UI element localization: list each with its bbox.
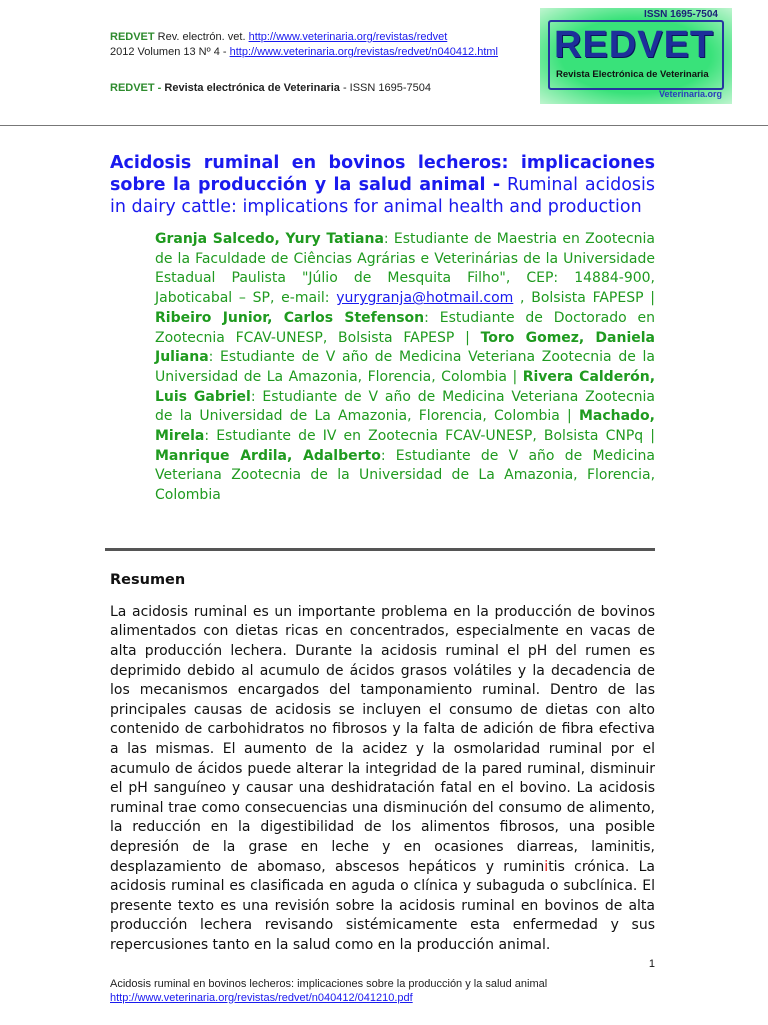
page-header <box>0 0 768 125</box>
text-segment: : Estudiante de Maestria en <box>383 231 580 247</box>
text-segment: acidosis in dairy cattle: implications for animal health and <box>110 175 655 217</box>
text-segment: de Medicina Veteriana Zootecnia de la Universidad de La <box>155 349 655 385</box>
issue-link[interactable]: http://www.veterinaria.org/revistas/redvet/n040412.html <box>229 46 499 58</box>
text-segment: Bolsista CNPq | <box>543 428 655 445</box>
text-segment: principales causas de acidosis se incluyen el consumo de dietas con alto <box>110 701 655 718</box>
text-segment: desplazamiento de abomaso, abscesos hepáticos y rumin <box>110 858 545 875</box>
text-segment: : Estudiante de V <box>380 447 519 464</box>
header-text: Rev. electrón. vet. <box>154 31 249 43</box>
abstract-body <box>110 603 655 956</box>
header-line-3 <box>110 82 431 95</box>
abstract-heading: Resumen <box>110 571 186 588</box>
bold-text: Granja Salcedo, Yury Tatiana <box>155 231 384 247</box>
brand-label: REDVET <box>110 31 155 43</box>
text-segment: La acidosis ruminal trae como consecuencias una disminución del consumo <box>110 780 655 816</box>
text-segment: Bolsista FAPESP | <box>531 290 655 307</box>
logo-subtitle: Revista Electrónica de Veterinaria <box>556 69 709 80</box>
bold-text: Machado, Mirela <box>155 408 655 445</box>
bold-text: Manrique Ardila, Adalberto <box>155 447 381 464</box>
text-segment: alta producción lechera revisando sistémicamente esta enfermedad y sus <box>110 897 655 934</box>
text-line <box>110 721 655 737</box>
text-line <box>110 761 585 777</box>
text-segment: Amazonia, Florencia, Colombia <box>155 467 656 504</box>
text-line <box>110 623 655 639</box>
issn-text: - ISSN 1695-7504 <box>339 82 432 94</box>
separator: - <box>154 82 165 94</box>
text-segment: disminuir el pH sanguíneo y causar una deshidratación fatal en el bovino. <box>110 760 655 797</box>
brand-label: REDVET <box>110 82 155 94</box>
article <box>0 126 768 1025</box>
text-segment: FAPESP | <box>403 329 481 346</box>
text-segment: 14884-900, Jaboticabal – SP, e-mail: <box>155 270 655 307</box>
footer <box>110 977 620 1025</box>
text-segment: Ruminal <box>500 175 579 195</box>
text-segment: repercusiones tanto en la salud como en la producción animal. <box>110 936 551 953</box>
text-segment: los mecanismos encargados del tamponamiento ruminal. Dentro de las <box>110 682 655 699</box>
author-affiliations <box>155 230 655 506</box>
text-line <box>110 604 655 620</box>
text-line <box>155 408 572 424</box>
page-number: 1 <box>648 957 655 970</box>
text-segment: : <box>424 309 429 326</box>
text-segment: a las mismas. El aumento de la acidez y la osmolaridad ruminal por el <box>110 741 655 757</box>
text-segment: Zootecnia de la Faculdade de Ciências Agrárias e Veterinárias de <box>155 231 655 267</box>
text-line <box>110 937 550 953</box>
bold-text: Toro Gomez, Daniela Juliana <box>155 329 655 366</box>
text-line <box>548 197 642 217</box>
text-line <box>194 389 655 405</box>
text-segment: deprimido debido al acumulo de ácidos grasos volátiles y la decadencia de <box>110 662 655 679</box>
journal-name: Revista electrónica de Veterinaria <box>164 82 340 94</box>
logo-site: Veterinaria.org <box>658 89 722 99</box>
text-segment: : Estudiante de V año <box>208 349 369 366</box>
text-segment: contenido de carbohidratos no fibrosos y la falta de adición de fibra efectiva <box>110 721 655 738</box>
text-segment: posible depresión de la grase en leche y en ocasiones diarreas, laminitis, <box>110 819 655 855</box>
text-line <box>110 878 637 894</box>
text-segment: , <box>513 290 525 307</box>
text-segment: alta producción lechera. Durante la acidosis ruminal el pH del rumen es <box>110 643 655 660</box>
footer-text: Acidosis ruminal en bovinos lecheros: implicaciones sobre la producción y la salud animal <box>110 977 548 990</box>
bold-text: Gabriel <box>193 388 251 405</box>
text-segment: Estudiante de Doctorado en Zootecnia FCAV-UNESP, Bolsista <box>155 309 656 346</box>
text-segment: año de Medicina Veteriana Zootecnia de la Universidad de La <box>155 447 655 484</box>
article-title <box>110 152 655 218</box>
bold-text: Ribeiro Junior, Carlos Stefenson <box>155 309 425 326</box>
footer-pdf-link[interactable]: http://www.veterinaria.org/revistas/redvet/n040412/041210.pdf <box>110 991 413 1004</box>
text-line <box>110 643 655 659</box>
text-segment: El presente texto es una revisión sobre la acidosis ruminal en bovinos de <box>110 878 656 914</box>
text-segment: acidosis ruminal es clasificada en aguda o clínica y subaguda o subclínica. <box>110 878 638 895</box>
redvet-logo <box>540 8 732 104</box>
text-segment: production <box>547 197 642 217</box>
text-segment: Amazonia, Florencia, Colombia | <box>288 368 523 385</box>
text-segment: : Estudiante de IV en Zootecnia FCAV-UNESP, <box>204 428 537 445</box>
text-line <box>155 231 580 247</box>
text-line <box>110 859 655 875</box>
header-line-2 <box>110 46 498 59</box>
bold-text: sobre la producción y la salud animal - <box>110 175 501 195</box>
text-line <box>110 153 655 173</box>
text-segment: La acidosis ruminal es un importante problema en la producción de bovinos <box>110 603 655 620</box>
text-line <box>110 682 655 698</box>
bold-text: Rivera Calderón, Luis <box>155 368 656 405</box>
bold-text: Acidosis ruminal en bovinos lecheros: implicaciones <box>110 153 655 173</box>
journal-link[interactable]: http://www.veterinaria.org/revistas/redvet <box>248 31 448 43</box>
text-segment: de la Universidad de La Amazonia, Florencia, Colombia | <box>155 408 572 425</box>
email-link[interactable]: yurygranja@hotmail.com <box>336 290 514 307</box>
text-line <box>110 741 655 757</box>
text-line <box>110 175 578 195</box>
text-segment: : Estudiante de V año de Medicina Veteriana Zootecnia <box>250 388 656 405</box>
text-segment: i <box>544 858 549 875</box>
text-segment: de alimento, la reducción en la digestibilidad de los alimentos fibrosos, una <box>110 799 656 836</box>
text-segment: alimentados con dietas ricas en concentrados, especialmente en vacas de <box>110 623 655 640</box>
text-line <box>110 663 655 679</box>
volume-text: 2012 Volumen 13 Nº 4 - <box>110 46 230 58</box>
header-line-1 <box>110 31 447 44</box>
text-line <box>110 702 655 718</box>
section-divider <box>105 548 655 551</box>
text-segment: acumulo de ácidos puede alterar la integridad de la pared ruminal, <box>110 760 586 777</box>
text-segment: tis crónica. La <box>548 858 655 875</box>
text-segment: la Universidade Estadual Paulista "Júlio de Mesquita Filho", CEP: <box>155 250 655 287</box>
logo-issn: ISSN 1695-7504 <box>644 9 718 20</box>
logo-name: REDVET <box>554 24 715 66</box>
